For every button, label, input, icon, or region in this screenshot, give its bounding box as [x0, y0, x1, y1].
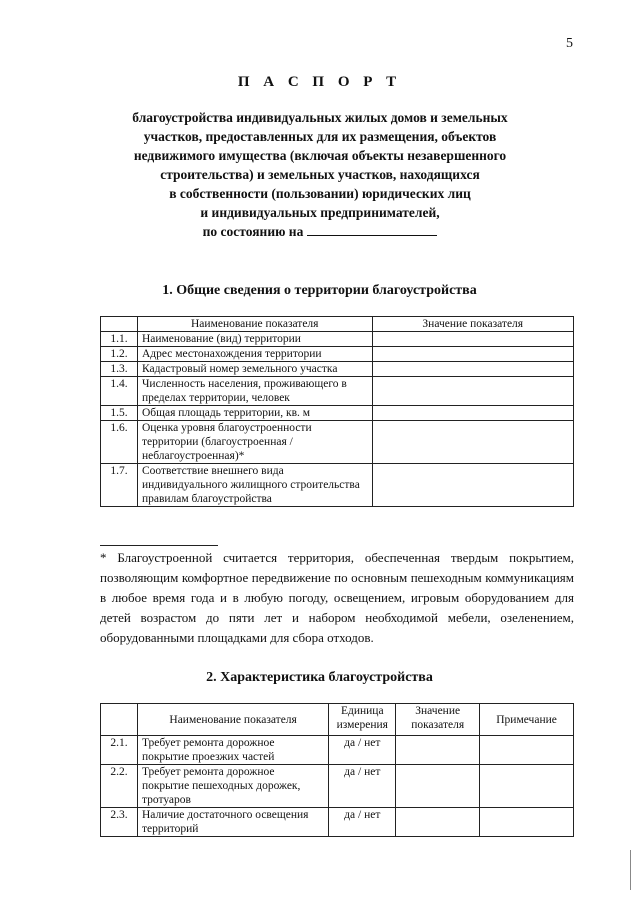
table-header-row — [101, 704, 574, 736]
section2-table — [100, 703, 574, 837]
section2-heading: 2. Характеристика благоустройства — [206, 670, 433, 685]
column-header: Примечание — [480, 704, 574, 736]
subtitle-line: недвижимого имущества (включая объекты незавершенного — [133, 148, 507, 163]
as-of-date-label: по состоянию на — [202, 224, 304, 239]
column-header: Единица измерения — [329, 704, 396, 736]
section1-heading: 1. Общие сведения о территории благоустройства — [162, 283, 477, 298]
row-number: 1.5. — [101, 406, 138, 421]
table-row — [101, 362, 574, 377]
table-row — [101, 421, 574, 464]
indicator-note — [480, 808, 574, 837]
empty-header-cell — [101, 317, 138, 332]
subtitle-line: благоустройства индивидуальных жилых домов и земельных — [132, 110, 508, 125]
section1-table — [100, 316, 574, 507]
row-number: 1.6. — [101, 421, 138, 464]
unit-of-measure: да / нет — [329, 736, 396, 765]
row-number: 2.3. — [101, 808, 138, 837]
row-number: 2.2. — [101, 765, 138, 808]
row-number: 1.1. — [101, 332, 138, 347]
table-row — [101, 377, 574, 406]
column-header: Значение показателя — [372, 317, 574, 332]
table-row — [101, 332, 574, 347]
table-row — [101, 406, 574, 421]
subtitle-line: в собственности (пользовании) юридических лиц — [169, 186, 471, 201]
row-number: 1.4. — [101, 377, 138, 406]
unit-of-measure: да / нет — [329, 765, 396, 808]
table-row — [101, 765, 574, 808]
subtitle-date-line — [80, 222, 560, 241]
document-subtitle — [80, 108, 560, 241]
column-header: Значение показателя — [396, 704, 480, 736]
empty-header-cell — [101, 704, 138, 736]
scan-edge-mark — [630, 850, 631, 890]
subtitle-line: участков, предоставленных для их размещения, объектов — [143, 129, 497, 144]
indicator-note — [480, 736, 574, 765]
table-row — [101, 736, 574, 765]
indicator-value — [372, 332, 574, 347]
indicator-value — [372, 377, 574, 406]
subtitle-line: и индивидуальных предпринимателей, — [200, 205, 440, 220]
unit-of-measure: да / нет — [329, 808, 396, 837]
column-header: Наименование показателя — [137, 704, 328, 736]
row-number: 1.3. — [101, 362, 138, 377]
subtitle-line: строительства) и земельных участков, находящихся — [160, 167, 480, 182]
indicator-name: Наименование (вид) территории — [137, 332, 372, 347]
indicator-name: Требует ремонта дорожное покрытие проезжих частей — [137, 736, 328, 765]
indicator-note — [480, 765, 574, 808]
row-number: 1.2. — [101, 347, 138, 362]
table-header-row — [101, 317, 574, 332]
indicator-name: Адрес местонахождения территории — [137, 347, 372, 362]
indicator-name: Требует ремонта дорожное покрытие пешеходных дорожек, тротуаров — [137, 765, 328, 808]
page-number: 5 — [566, 36, 573, 51]
indicator-name: Кадастровый номер земельного участка — [137, 362, 372, 377]
document-title: П А С П О Р Т — [237, 74, 402, 90]
indicator-name: Соответствие внешнего вида индивидуального жилищного строительства правилам благоустройства — [137, 464, 372, 507]
table-row — [101, 808, 574, 837]
row-number: 1.7. — [101, 464, 138, 507]
indicator-name: Общая площадь территории, кв. м — [137, 406, 372, 421]
indicator-value — [372, 421, 574, 464]
row-number: 2.1. — [101, 736, 138, 765]
indicator-name: Наличие достаточного освещения территорий — [137, 808, 328, 837]
table-row — [101, 347, 574, 362]
indicator-name: Численность населения, проживающего в пределах территории, человек — [137, 377, 372, 406]
indicator-value — [372, 362, 574, 377]
footnote-text: * Благоустроенной считается территория, обеспеченная твердым покрытием, позволяющим комфортное передвижение по основным пешеходным коммуникациям в любое время года и в любую погоду, освещением, игровым оборудованием для детей возрастом до пяти лет и набором необходимой мебели, озеленением, оборудованными площадками для сбора отходов. — [100, 550, 574, 645]
indicator-name: Оценка уровня благоустроенности территории (благоустроенная / неблагоустроенная)* — [137, 421, 372, 464]
indicator-value — [372, 347, 574, 362]
date-blank-line — [307, 223, 437, 236]
column-header: Наименование показателя — [137, 317, 372, 332]
indicator-value — [396, 765, 480, 808]
indicator-value — [396, 808, 480, 837]
footnote-separator — [100, 545, 218, 546]
indicator-value — [372, 464, 574, 507]
table-row — [101, 464, 574, 507]
indicator-value — [372, 406, 574, 421]
indicator-value — [396, 736, 480, 765]
